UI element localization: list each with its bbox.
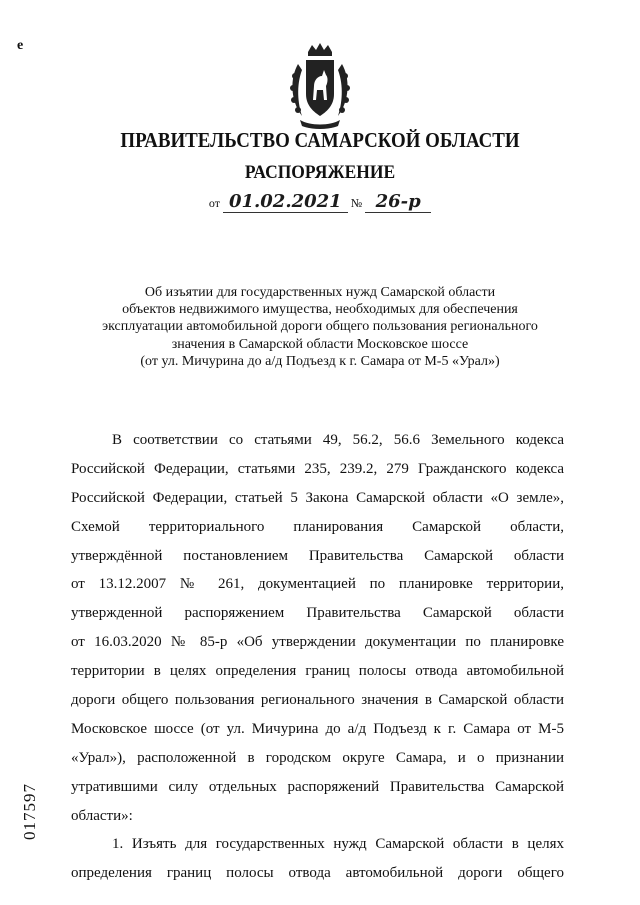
body-line: территории в целях определения границ полосы отвода автомобильной <box>71 663 564 680</box>
body-line: от 13.12.2007 № 261, документацией по планировке территории, <box>71 576 564 593</box>
document-title <box>60 284 580 370</box>
document-type: РАСПОРЯЖЕНИЕ <box>244 162 396 183</box>
date-number-line <box>0 192 640 213</box>
body-line: определения границ полосы отвода автомобильной дороги общего <box>71 865 564 882</box>
body-line: утратившими силу отдельных распоряжений Правительства Самарской <box>71 778 564 795</box>
body-line: Российской Федерации, статьями 235, 239.2, 279 Гражданского кодекса <box>71 460 564 477</box>
coat-of-arms-icon <box>286 42 354 130</box>
document-number: 26-р <box>365 192 431 213</box>
title-line: Об изъятии для государственных нужд Самарской области <box>144 285 496 300</box>
title-line: эксплуатации автомобильной дороги общего пользования регионального <box>102 319 538 335</box>
body-line: области»: <box>71 807 133 824</box>
body-line: 1. Изъять для государственных нужд Самарской области в целях <box>112 836 564 853</box>
body-line: Московское шоссе (от ул. Мичурина до а/д Подъезд к г. Самара от М-5 <box>71 720 564 737</box>
title-line: объектов недвижимого имущества, необходимых для обеспечения <box>122 302 518 318</box>
document-body <box>71 426 564 888</box>
body-line: Российской Федерации, статьей 5 Закона Самарской области «О земле», <box>71 489 564 506</box>
date-prefix: от <box>208 196 220 210</box>
body-line: от 16.03.2020 № 85-р «Об утверждении документации по планировке <box>71 634 564 651</box>
body-line: утверждённой постановлением Правительства Самарской области <box>71 547 564 564</box>
body-line: В соответствии со статьями 49, 56.2, 56.6 Земельного кодекса <box>112 432 564 448</box>
title-line: (от ул. Мичурина до а/д Подъезд к г. Самара от М-5 «Урал») <box>140 353 500 369</box>
organization-title: ПРАВИТЕЛЬСТВО САМАРСКОЙ ОБЛАСТИ <box>120 128 520 152</box>
number-prefix: № <box>350 196 363 210</box>
document-date: 01.02.2021 <box>223 192 348 213</box>
body-line: дороги общего пользования регионального значения в Самарской области <box>71 692 564 709</box>
body-line: утвержденной распоряжением Правительства Самарской области <box>71 605 564 622</box>
corner-mark: е <box>17 38 24 53</box>
title-line: значения в Самарской области Московское шоссе <box>171 336 469 352</box>
body-line: «Урал»), расположенной в городском округе Самара, и о признании <box>71 749 564 766</box>
body-line: Схемой территориального планирования Самарской области, <box>71 518 564 535</box>
serial-number: 017597 <box>20 783 39 840</box>
